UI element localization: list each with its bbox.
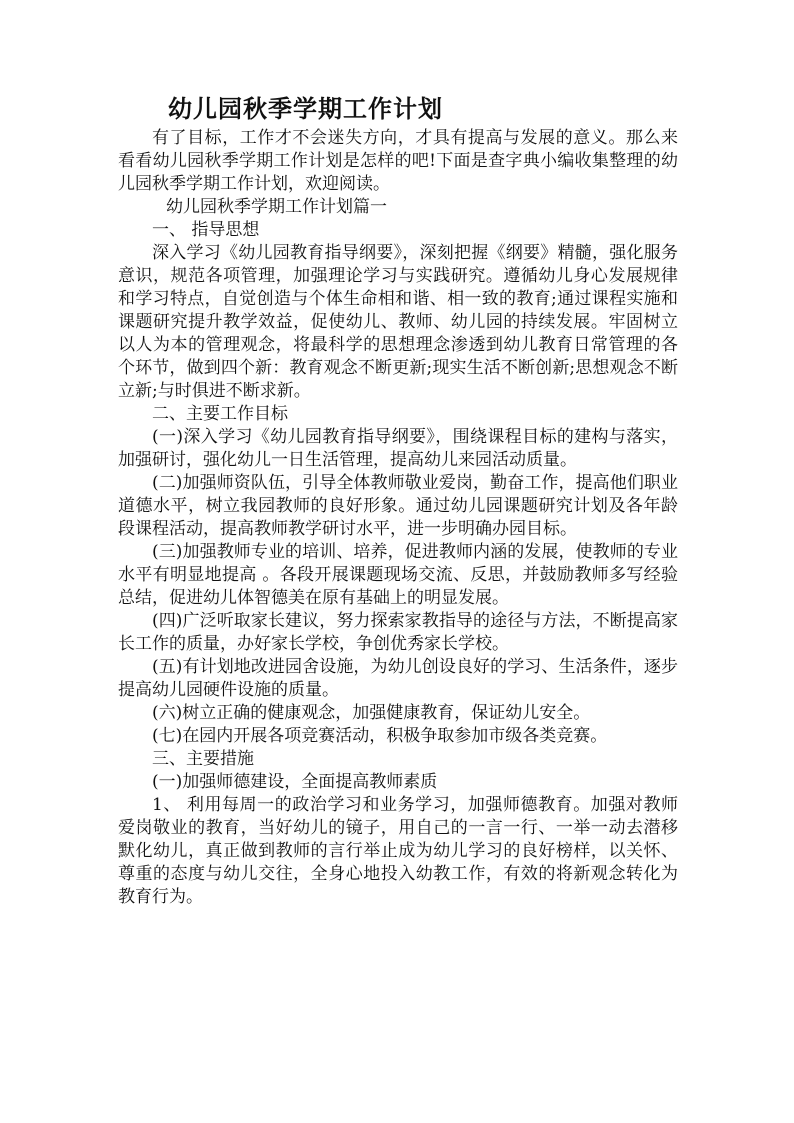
- measure-heading-ethics: (一)加强师德建设，全面提高教师素质: [152, 772, 438, 792]
- goal-item-1: (一)深入学习《幼儿园教育指导纲要》，围绕课程目标的建构与落实，加强研讨，强化幼儿一日生活管理，提高幼儿来园活动质量。: [118, 427, 678, 470]
- document-title: 幼儿园秋季学期工作计划: [168, 94, 443, 123]
- intro-paragraph: 有了目标，工作才不会迷失方向，才具有提高与发展的意义。那么来看看幼儿园秋季学期工作计划是怎样的吧!下面是查字典小编收集整理的幼儿园秋季学期工作计划，欢迎阅读。: [118, 128, 678, 194]
- section-heading-main-goals: 二、主要工作目标: [152, 404, 288, 424]
- goal-item-2: (二)加强师资队伍，引导全体教师敬业爱岗，勤奋工作，提高他们职业道德水平，树立我园教师的良好形象。通过幼儿园课题研究计划及各年龄段课程活动，提高教师教学研讨水平，进一步明确办园目标。: [118, 473, 678, 539]
- goal-item-6: (六)树立正确的健康观念，加强健康教育，保证幼儿安全。: [152, 703, 591, 723]
- guiding-ideology-paragraph: 深入学习《幼儿园教育指导纲要》，深刻把握《纲要》精髓，强化服务意识，规范各项管理，加强理论学习与实践研究。遵循幼儿身心发展规律和学习特点，自觉创造与个体生命相和谐、相一致的教育;通过课程实施和课题研究提升教学效益，促使幼儿、教师、幼儿园的持续发展。牢固树立以人为本的管理观念，将最科学的思想理念渗透到幼儿教育日常管理的各个环节，做到四个新：教育观念不断更新;现实生活不断创新;思想观念不断立新;与时俱进不断求新。: [118, 243, 678, 401]
- goal-item-5: (五)有计划地改进园舍设施，为幼儿创设良好的学习、生活条件，逐步提高幼儿园硬件设施的质量。: [118, 657, 678, 700]
- article-title: 幼儿园秋季学期工作计划篇一: [166, 197, 387, 217]
- document-page: [118, 95, 678, 909]
- measure-item-1: 1、 利用每周一的政治学习和业务学习，加强师德教育。加强对教师爱岗敬业的教育，当好幼儿的镜子，用自己的一言一行、一举一动去潜移默化幼儿，真正做到教师的言行举止成为幼儿学习的良好榜样，以关怀、尊重的态度与幼儿交往，全身心地投入幼教工作，有效的将新观念转化为教育行为。: [118, 795, 678, 907]
- section-heading-guiding-ideology: 一、 指导思想: [152, 220, 260, 240]
- goal-item-7: (七)在园内开展各项竞赛活动，积极争取参加市级各类竞赛。: [152, 726, 608, 746]
- section-heading-main-measures: 三、主要措施: [152, 749, 254, 769]
- goal-item-3: (三)加强教师专业的培训、培养，促进教师内涵的发展，使教师的专业水平有明显地提高 。各段开展课题现场交流、反思，并鼓励教师多写经验总结，促进幼儿体智德美在原有基础上的明显发展。: [118, 542, 678, 608]
- goal-item-4: (四)广泛听取家长建议，努力探索家教指导的途径与方法，不断提高家长工作的质量，办好家长学校，争创优秀家长学校。: [118, 611, 678, 654]
